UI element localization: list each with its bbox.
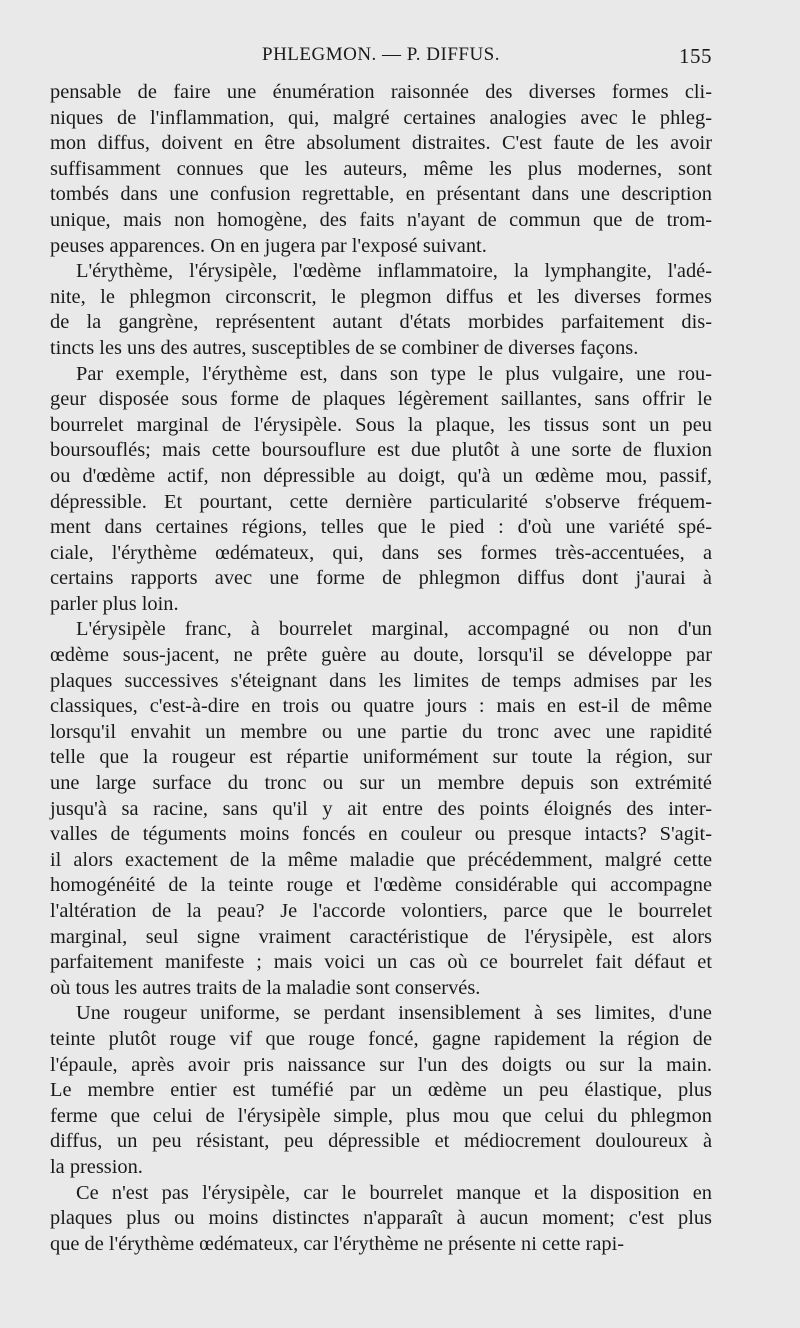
text-line: peuses apparences. On en jugera par l'exposé suivant. — [50, 234, 487, 257]
text-line: parfaitement manifeste ; mais voici un cas où ce bourrelet fait défaut et — [50, 951, 712, 974]
text-line: ciale, l'érythème œdémateux, qui, dans ses formes très-accentuées, a — [50, 541, 712, 564]
text-line: diffus, un peu résistant, peu dépressible et médiocrement douloureux à — [50, 1130, 712, 1153]
text-line: ferme que celui de l'érysipèle simple, plus mou que celui du phlegmon — [50, 1104, 712, 1127]
text-line: niques de l'inflammation, qui, malgré certaines analogies avec le phleg- — [50, 106, 712, 129]
paragraph — [50, 362, 712, 618]
text-line: l'épaule, après avoir pris naissance sur l'un des doigts ou sur la main. — [50, 1053, 712, 1076]
text-line: l'altération de la peau? Je l'accorde volontiers, parce que le bourrelet — [50, 900, 712, 922]
text-line: L'érysipèle franc, à bourrelet marginal, accompagné ou non d'un — [76, 618, 712, 641]
text-line: teinte plutôt rouge vif que rouge foncé, gagne rapidement la région de — [50, 1027, 712, 1050]
text-line: où tous les autres traits de la maladie sont conservés. — [50, 976, 481, 999]
paragraph — [50, 80, 712, 259]
text-line: bourrelet marginal de l'érysipèle. Sous la plaque, les tissus sont un peu — [50, 413, 712, 436]
text-line: Une rougeur uniforme, se perdant insensiblement à ses limites, d'une — [76, 1002, 712, 1025]
text-line: il alors exactement de la même maladie que précédemment, malgré cette — [50, 848, 712, 871]
paragraph — [50, 1181, 712, 1258]
text-line: ment dans certaines régions, telles que le pied : d'où une variété spé- — [50, 516, 712, 539]
text-line: geur disposée sous forme de plaques légèrement saillantes, sans offrir le — [50, 388, 712, 411]
body-text — [50, 80, 712, 1257]
text-line: dépressible. Et pourtant, cette dernière particularité s'observe fréquem- — [50, 490, 712, 513]
text-line: pensable de faire une énumération raisonnée des diverses formes cli- — [50, 81, 712, 103]
text-line: unique, mais non homogène, des faits n'ayant de commun que de trom- — [50, 208, 712, 231]
text-line: œdème sous-jacent, ne prête guère au doute, lorsqu'il se développe par — [50, 644, 712, 667]
text-line: certains rapports avec une forme de phlegmon diffus dont j'aurai à — [50, 567, 712, 590]
text-line: valles de téguments moins foncés en couleur ou presque intacts? S'agit- — [50, 823, 712, 846]
paragraph — [50, 617, 712, 1001]
text-line: parler plus loin. — [50, 592, 179, 615]
text-line: plaques plus ou moins distinctes n'apparaît à aucun moment; c'est plus — [50, 1207, 712, 1230]
text-line: classiques, c'est-à-dire en trois ou quatre jours : mais en est-il de même — [50, 695, 712, 718]
text-line: que de l'érythème œdémateux, car l'érythème ne présente ni cette rapi- — [50, 1232, 625, 1255]
text-line: tincts les uns des autres, susceptibles de se combiner de diverses façons. — [50, 336, 639, 359]
text-line: homogénéité de la teinte rouge et l'œdème considérable qui accompagne — [50, 874, 712, 897]
paragraph — [50, 1001, 712, 1180]
text-line: la pression. — [50, 1155, 143, 1178]
text-line: tombés dans une confusion regrettable, en présentant dans une description — [50, 183, 712, 206]
text-line: L'érythème, l'érysipèle, l'œdème inflammatoire, la lymphangite, l'adé- — [76, 260, 712, 283]
text-line: lorsqu'il envahit un membre ou une partie du tronc avec une rapidité — [50, 720, 712, 743]
text-line: telle que la rougeur est répartie uniformément sur toute la région, sur — [50, 746, 712, 769]
text-line: boursouflés; mais cette boursouflure est due plutôt à une sorte de fluxion — [50, 439, 712, 462]
text-line: plaques successives s'éteignant dans les limites de temps admises par les — [50, 669, 712, 692]
text-line: Par exemple, l'érythème est, dans son type le plus vulgaire, une rou- — [76, 362, 712, 385]
page-header — [50, 44, 712, 74]
text-line: Ce n'est pas l'érysipèle, car le bourrelet manque et la disposition en — [76, 1181, 712, 1204]
paragraph — [50, 259, 712, 361]
text-line: de la gangrène, représentent autant d'états morbides parfaitement dis- — [50, 311, 712, 334]
text-line: suffisamment connues que les auteurs, même les plus modernes, sont — [50, 157, 712, 180]
text-line: marginal, seul signe vraiment caractéristique de l'érysipèle, est alors — [50, 925, 712, 948]
page-number: 155 — [679, 44, 712, 68]
running-head: PHLEGMON. — P. DIFFUS. — [262, 44, 500, 65]
text-line: mon diffus, doivent en être absolument distraites. C'est faute de les avoir — [50, 132, 712, 155]
text-line: ou d'œdème actif, non dépressible au doigt, qu'à un œdème mou, passif, — [50, 464, 712, 487]
text-line: jusqu'à sa racine, sans qu'il y ait entre des points éloignés des inter- — [50, 797, 712, 820]
text-line: nite, le phlegmon circonscrit, le plegmon diffus et les diverses formes — [50, 285, 712, 308]
text-line: une large surface du tronc ou sur un membre depuis son extrémité — [50, 772, 712, 795]
text-line: Le membre entier est tuméfié par un œdème un peu élastique, plus — [50, 1079, 712, 1102]
